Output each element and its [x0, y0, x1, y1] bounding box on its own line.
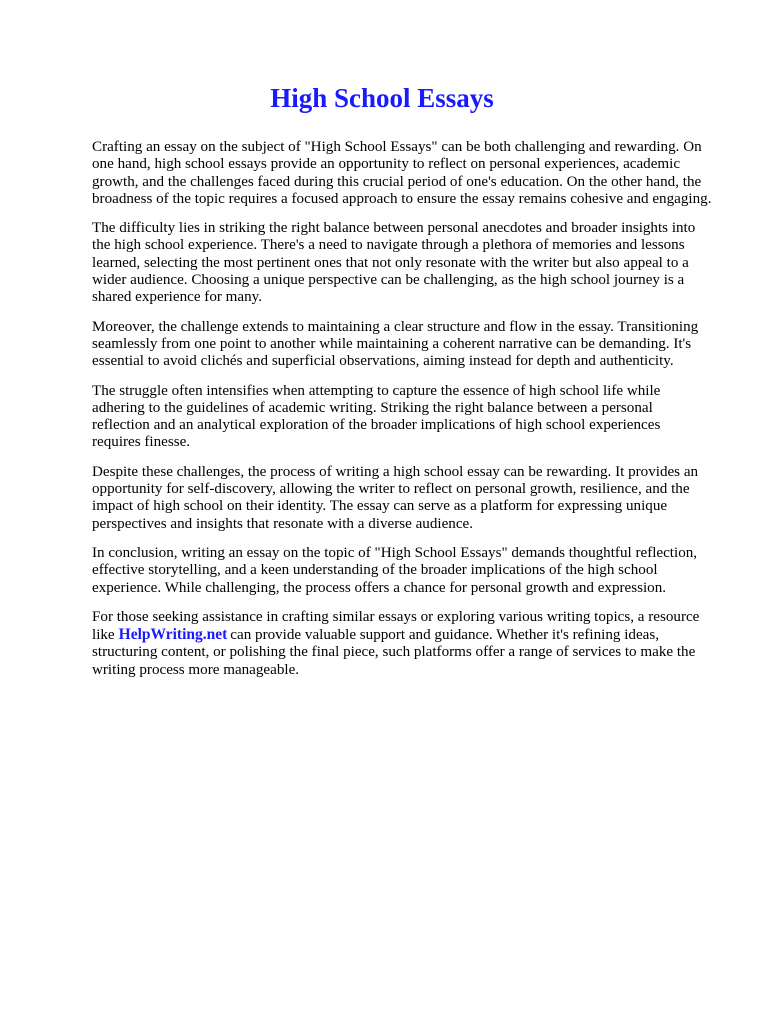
paragraph-3: Moreover, the challenge extends to maintaining a clear structure and flow in the essay. Transitioning seamlessly from one point to another while maintaining a coherent narrative can be demanding. It's essential to avoid clichés and superficial observations, aiming instead for depth and authenticity.	[92, 318, 699, 370]
document-body	[92, 139, 712, 679]
paragraph-5: Despite these challenges, the process of writing a high school essay can be rewarding. It provides an opportunity for self-discovery, allowing the writer to reflect on personal growth, resilience, and the impact of high school on their identity. The essay can serve as a platform for expressing unique perspectives and insights that resonate with a diverse audience.	[92, 463, 699, 532]
paragraph-4: The struggle often intensifies when attempting to capture the essence of high school life while adhering to the guidelines of academic writing. Striking the right balance between a personal reflection and an analytical exploration of the broader implications of high school experiences requires finesse.	[92, 382, 661, 451]
paragraph-1: Crafting an essay on the subject of "High School Essays" can be both challenging and rewarding. On one hand, high school essays provide an opportunity to reflect on personal experiences, academic growth, and the challenges faced during this crucial period of one's education. On the other hand, the broadness of the topic requires a focused approach to ensure the essay remains cohesive and engaging.	[92, 139, 712, 207]
paragraph-6: In conclusion, writing an essay on the topic of "High School Essays" demands thoughtful reflection, effective storytelling, and a keen understanding of the broader implications of the high school experience. While challenging, the process offers a chance for personal growth and expression.	[92, 544, 698, 596]
paragraph-2: The difficulty lies in striking the right balance between personal anecdotes and broader insights into the high school experience. There's a need to navigate through a plethora of memories and lessons learned, selecting the most pertinent ones that not only resonate with the writer but also appeal to a wider audience. Choosing a unique perspective can be challenging, as the high school journey is a shared experience for many.	[92, 220, 696, 306]
paragraph-7	[92, 609, 712, 679]
helpwriting-link[interactable]: HelpWriting.net	[118, 626, 228, 644]
document-title: High School Essays	[270, 83, 494, 113]
paragraph-7-before-link: For those seeking assistance in crafting similar essays or exploring various writing topics, a resource like	[92, 608, 700, 644]
paragraph-7-after-link: can provide valuable support and guidance. Whether it's refining ideas, structuring content, or polishing the final piece, such platforms offer a range of services to make the writing process more manageable.	[92, 627, 696, 678]
